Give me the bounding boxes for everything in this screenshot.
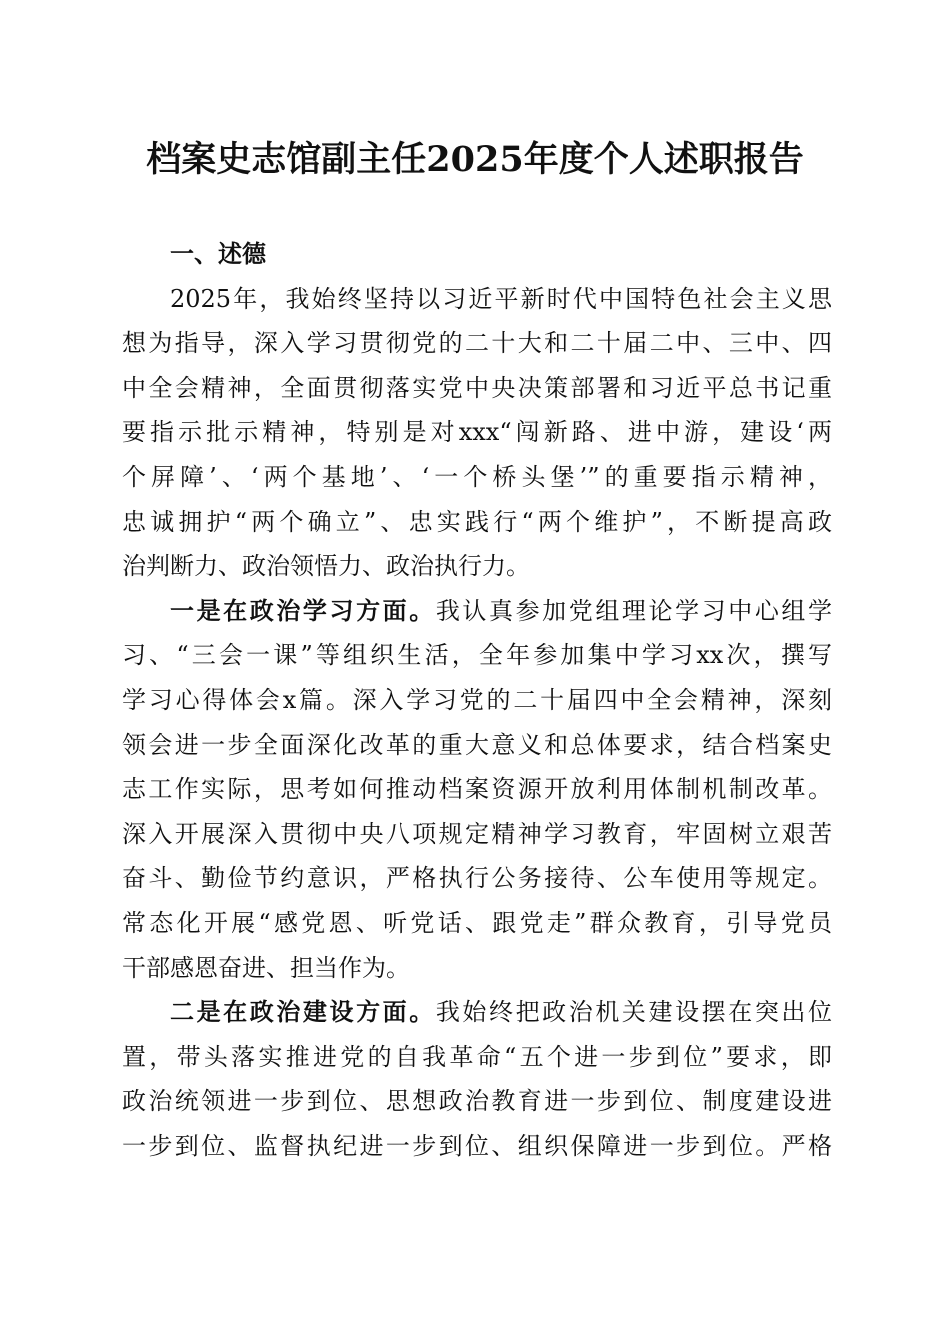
paragraph-line: 常态化开展“感党恩、听党话、跟党走”群众教育，引导党员 (122, 908, 832, 937)
paragraph-line: 志工作实际，思考如何推动档案资源开放利用体制机制改革。 (122, 775, 832, 804)
paragraph-line: 中全会精神，全面贯彻落实党中央决策部署和习近平总书记重 (122, 373, 832, 402)
paragraph-line: 一步到位、监督执纪进一步到位、组织保障进一步到位。严格 (122, 1131, 832, 1160)
paragraph-line: 习、“三会一课”等组织生活，全年参加集中学习xx次，撰写 (122, 641, 832, 670)
paragraph-line: 想为指导，深入学习贯彻党的二十大和二十届二中、三中、四 (122, 329, 832, 358)
paragraph-line: 2025年，我始终坚持以习近平新时代中国特色社会主义思 (170, 284, 832, 313)
paragraph-line: 个屏障’、‘两个基地’、‘一个桥头堡’”的重要指示精神， (122, 462, 832, 491)
document-body (122, 232, 832, 1168)
paragraph-line: 深入开展深入贯彻中央八项规定精神学习教育，牢固树立艰苦 (122, 819, 832, 848)
paragraph-political-study (122, 589, 832, 990)
paragraph-line (122, 990, 832, 1035)
paragraph-line: 置，带头落实推进党的自我革命“五个进一步到位”要求，即 (122, 1042, 832, 1071)
section-heading-conduct: 一、述德 (170, 240, 266, 268)
paragraph-line: 政治统领进一步到位、思想政治教育进一步到位、制度建设进 (122, 1087, 832, 1116)
paragraph-line-text: 我始终把政治机关建设摆在突出位 (435, 998, 833, 1027)
paragraph-line: 奋斗、勤俭节约意识，严格执行公务接待、公车使用等规定。 (122, 864, 832, 893)
paragraph-line: 忠诚拥护“两个确立”、忠实践行“两个维护”，不断提高政 (122, 507, 832, 536)
paragraph-line: 学习心得体会x篇。深入学习党的二十届四中全会精神，深刻 (122, 685, 832, 714)
paragraph-lead-phrase: 一是在政治学习方面。 (170, 596, 436, 625)
paragraph-line (122, 589, 832, 634)
paragraph-line: 领会进一步全面深化改革的重大意义和总体要求，结合档案史 (122, 730, 832, 759)
paragraph-political-building (122, 990, 832, 1168)
paragraph-line-text: 我认真参加党组理论学习中心组学 (435, 596, 833, 625)
paragraph-lead-phrase: 二是在政治建设方面。 (170, 998, 436, 1027)
paragraph-conduct-summary (122, 277, 832, 589)
document-title: 档案史志馆副主任2025年度个人述职报告 (146, 139, 804, 180)
paragraph-line: 治判断力、政治领悟力、政治执行力。 (122, 552, 530, 581)
paragraph-line: 干部感恩奋进、担当作为。 (122, 953, 410, 982)
paragraph-line: 要指示批示精神，特别是对xxx“闯新路、进中游，建设‘两 (122, 418, 832, 447)
